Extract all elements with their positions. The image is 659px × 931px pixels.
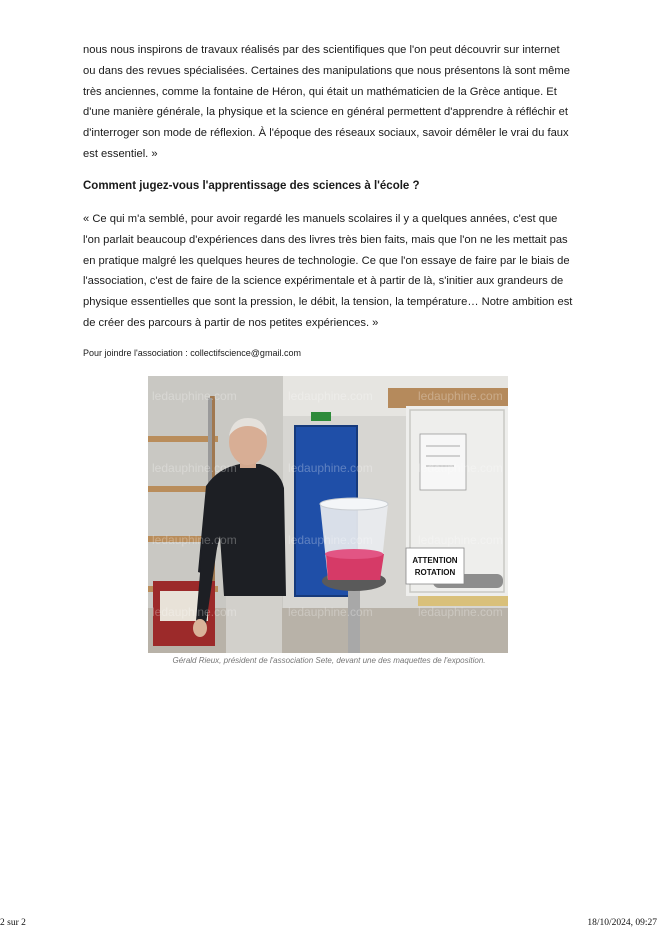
svg-text:ledauphine.com: ledauphine.com: [152, 389, 237, 403]
svg-text:ledauphine.com: ledauphine.com: [418, 533, 503, 547]
svg-text:ledauphine.com: ledauphine.com: [152, 605, 237, 619]
svg-text:ledauphine.com: ledauphine.com: [288, 605, 373, 619]
article-paragraph: « Ce qui m'a semblé, pour avoir regardé les manuels scolaires il y a quelques années, c'est que l'on parlait beaucoup d'expériences dans des livres très bien faits, mais que l'on ne les mettait pas en pratique malgré les quelques heures de technologie. Ce que l'on essaye de faire par le biais de l'association, c'est de faire de la science expérimentale et à partir de là, s'initier aux grandeurs de physique essentielles que sont la pression, le débit, la tension, la température… Notre ambition est de créer des parcours à partir de nos petites expériences. »: [83, 213, 573, 329]
section-question-heading: Comment jugez-vous l'apprentissage des sciences à l'école ?: [83, 180, 420, 192]
svg-text:ledauphine.com: ledauphine.com: [288, 389, 373, 403]
page-number: 2 sur 2: [0, 918, 26, 928]
article-photo: [148, 376, 508, 653]
print-timestamp: 18/10/2024, 09:27: [587, 918, 657, 928]
svg-text:ledauphine.com: ledauphine.com: [152, 461, 237, 475]
contact-line: Pour joindre l'association : collectifscience@gmail.com: [83, 348, 301, 358]
svg-text:ledauphine.com: ledauphine.com: [418, 605, 503, 619]
svg-text:ledauphine.com: ledauphine.com: [288, 533, 373, 547]
photo-sign-line-2: ROTATION: [414, 568, 456, 577]
article-paragraph: nous nous inspirons de travaux réalisés par des scientifiques que l'on peut découvrir sur internet ou dans des revues spécialisées. Certaines des manipulations que nous présentons là sont même très anciennes, comme la fontaine de Héron, qui était un mathématicien de la Grèce antique. Et d'une manière générale, la physique et la science en général permettent d'apprendre à réfléchir et d'interroger son mode de réflexion. À l'époque des réseaux sociaux, savoir démêler le vrai du faux est essentiel. »: [83, 44, 570, 160]
svg-text:ledauphine.com: ledauphine.com: [288, 461, 373, 475]
svg-text:ledauphine.com: ledauphine.com: [152, 533, 237, 547]
svg-text:ledauphine.com: ledauphine.com: [418, 461, 503, 475]
svg-text:ledauphine.com: ledauphine.com: [418, 389, 503, 403]
photo-caption: Gérald Rieux, président de l'association Sete, devant une des maquettes de l'exposition.: [172, 656, 486, 665]
photo-sign-line-1: ATTENTION: [412, 556, 458, 565]
